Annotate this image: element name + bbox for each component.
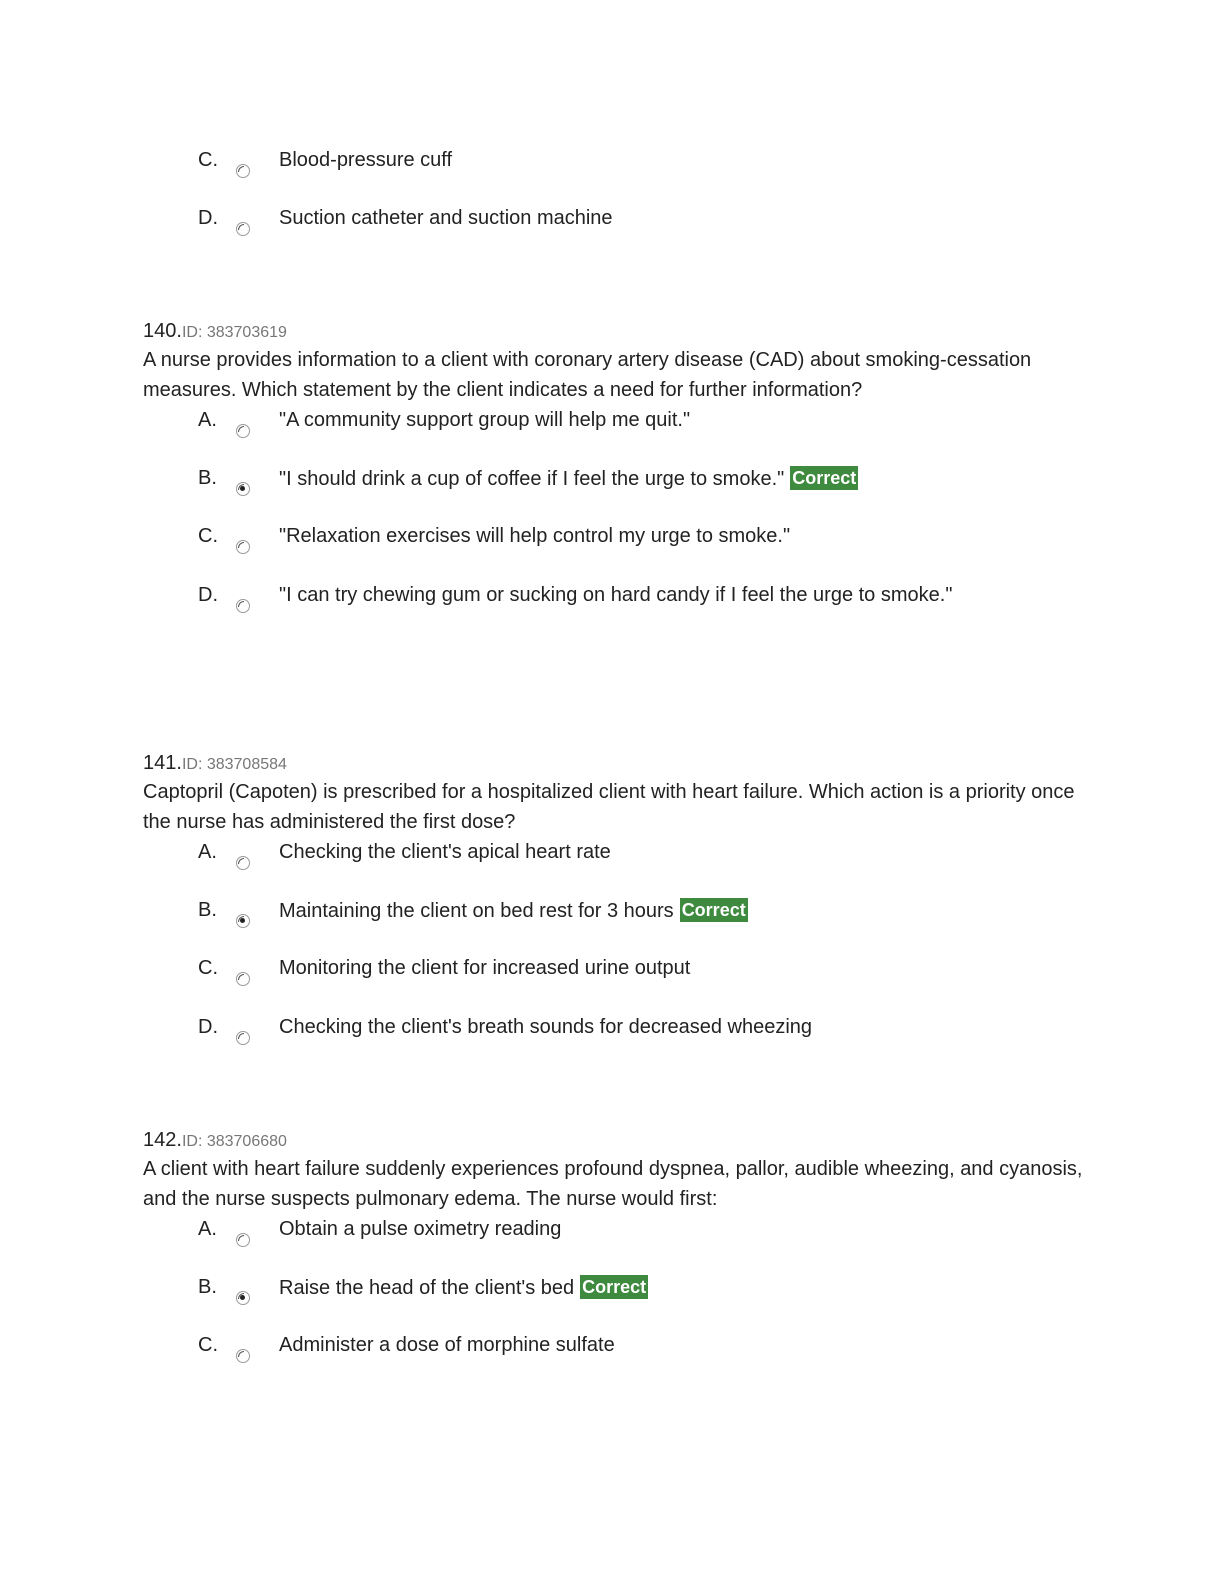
radio-button[interactable] (236, 856, 250, 870)
correct-badge: Correct (681, 900, 746, 920)
radio-button[interactable] (236, 424, 250, 438)
radio-button[interactable] (236, 164, 250, 178)
radio-button[interactable] (236, 599, 250, 613)
option-letter: B. (198, 467, 217, 489)
option-text-with-badge (279, 466, 858, 491)
question-text: A client with heart failure suddenly experiences profound dyspnea, pallor, audible wheezing, and cyanosis, and the nurse suspects pulmonary edema. The nurse would first: (143, 1158, 1083, 1210)
answer-option[interactable] (0, 1275, 1224, 1325)
option-text: Obtain a pulse oximetry reading (279, 1218, 562, 1240)
option-letter: C. (198, 525, 218, 547)
option-letter: A. (198, 841, 217, 863)
option-text: "Relaxation exercises will help control my urge to smoke." (279, 525, 791, 547)
question-text: Captopril (Capoten) is prescribed for a hospitalized client with heart failure. Which action is a priority once the nurse has administered the first dose? (143, 781, 1075, 833)
correct-badge: Correct (582, 1277, 647, 1297)
option-letter: B. (198, 1276, 217, 1298)
question-header (143, 320, 287, 343)
answer-option[interactable] (0, 1015, 1224, 1065)
option-text: Administer a dose of morphine sulfate (279, 1334, 615, 1356)
radio-button-selected[interactable] (236, 482, 250, 496)
radio-button-selected[interactable] (236, 1291, 250, 1305)
option-text: Maintaining the client on bed rest for 3 hours (279, 900, 674, 922)
radio-button[interactable] (236, 1031, 250, 1045)
answer-option[interactable] (0, 524, 1224, 574)
answer-option[interactable] (0, 206, 1224, 256)
option-text: Suction catheter and suction machine (279, 207, 613, 229)
answer-option[interactable] (0, 583, 1224, 633)
option-text-with-badge (279, 1275, 648, 1300)
option-text: "I should drink a cup of coffee if I feel the urge to smoke." (279, 468, 785, 490)
answer-option[interactable] (0, 1333, 1224, 1383)
option-letter: C. (198, 149, 218, 171)
radio-button[interactable] (236, 1349, 250, 1363)
option-text: Raise the head of the client's bed (279, 1277, 575, 1299)
question-id: ID: 383706680 (181, 1133, 287, 1150)
option-text: "I can try chewing gum or sucking on hard candy if I feel the urge to smoke." (279, 584, 953, 606)
option-letter: A. (198, 409, 217, 431)
option-text-with-badge (279, 898, 748, 923)
question-number: 142. (143, 1129, 182, 1151)
radio-button-selected[interactable] (236, 914, 250, 928)
question-id: ID: 383703619 (181, 324, 287, 341)
option-letter: D. (198, 1016, 218, 1038)
answer-option[interactable] (0, 840, 1224, 890)
question-id: ID: 383708584 (181, 756, 287, 773)
radio-button[interactable] (236, 540, 250, 554)
option-letter: C. (198, 957, 218, 979)
radio-button[interactable] (236, 222, 250, 236)
option-text: Monitoring the client for increased urine output (279, 957, 691, 979)
option-text: Checking the client's apical heart rate (279, 841, 611, 863)
question-header (143, 752, 287, 775)
answer-option[interactable] (0, 1217, 1224, 1267)
question-number: 140. (143, 320, 182, 342)
option-letter: D. (198, 207, 218, 229)
radio-button[interactable] (236, 972, 250, 986)
option-letter: C. (198, 1334, 218, 1356)
answer-option[interactable] (0, 898, 1224, 948)
option-text: Checking the client's breath sounds for decreased wheezing (279, 1016, 813, 1038)
radio-button[interactable] (236, 1233, 250, 1247)
option-letter: B. (198, 899, 217, 921)
correct-badge: Correct (792, 468, 857, 488)
option-text: "A community support group will help me quit." (279, 409, 691, 431)
option-letter: D. (198, 584, 218, 606)
answer-option[interactable] (0, 956, 1224, 1006)
answer-option[interactable] (0, 466, 1224, 516)
option-letter: A. (198, 1218, 217, 1240)
question-header (143, 1129, 287, 1152)
question-text: A nurse provides information to a client with coronary artery disease (CAD) about smoking-cessation measures. Which statement by the client indicates a need for further information? (143, 349, 1032, 401)
answer-option[interactable] (0, 148, 1224, 198)
question-number: 141. (143, 752, 182, 774)
answer-option[interactable] (0, 408, 1224, 458)
option-text: Blood-pressure cuff (279, 149, 453, 171)
